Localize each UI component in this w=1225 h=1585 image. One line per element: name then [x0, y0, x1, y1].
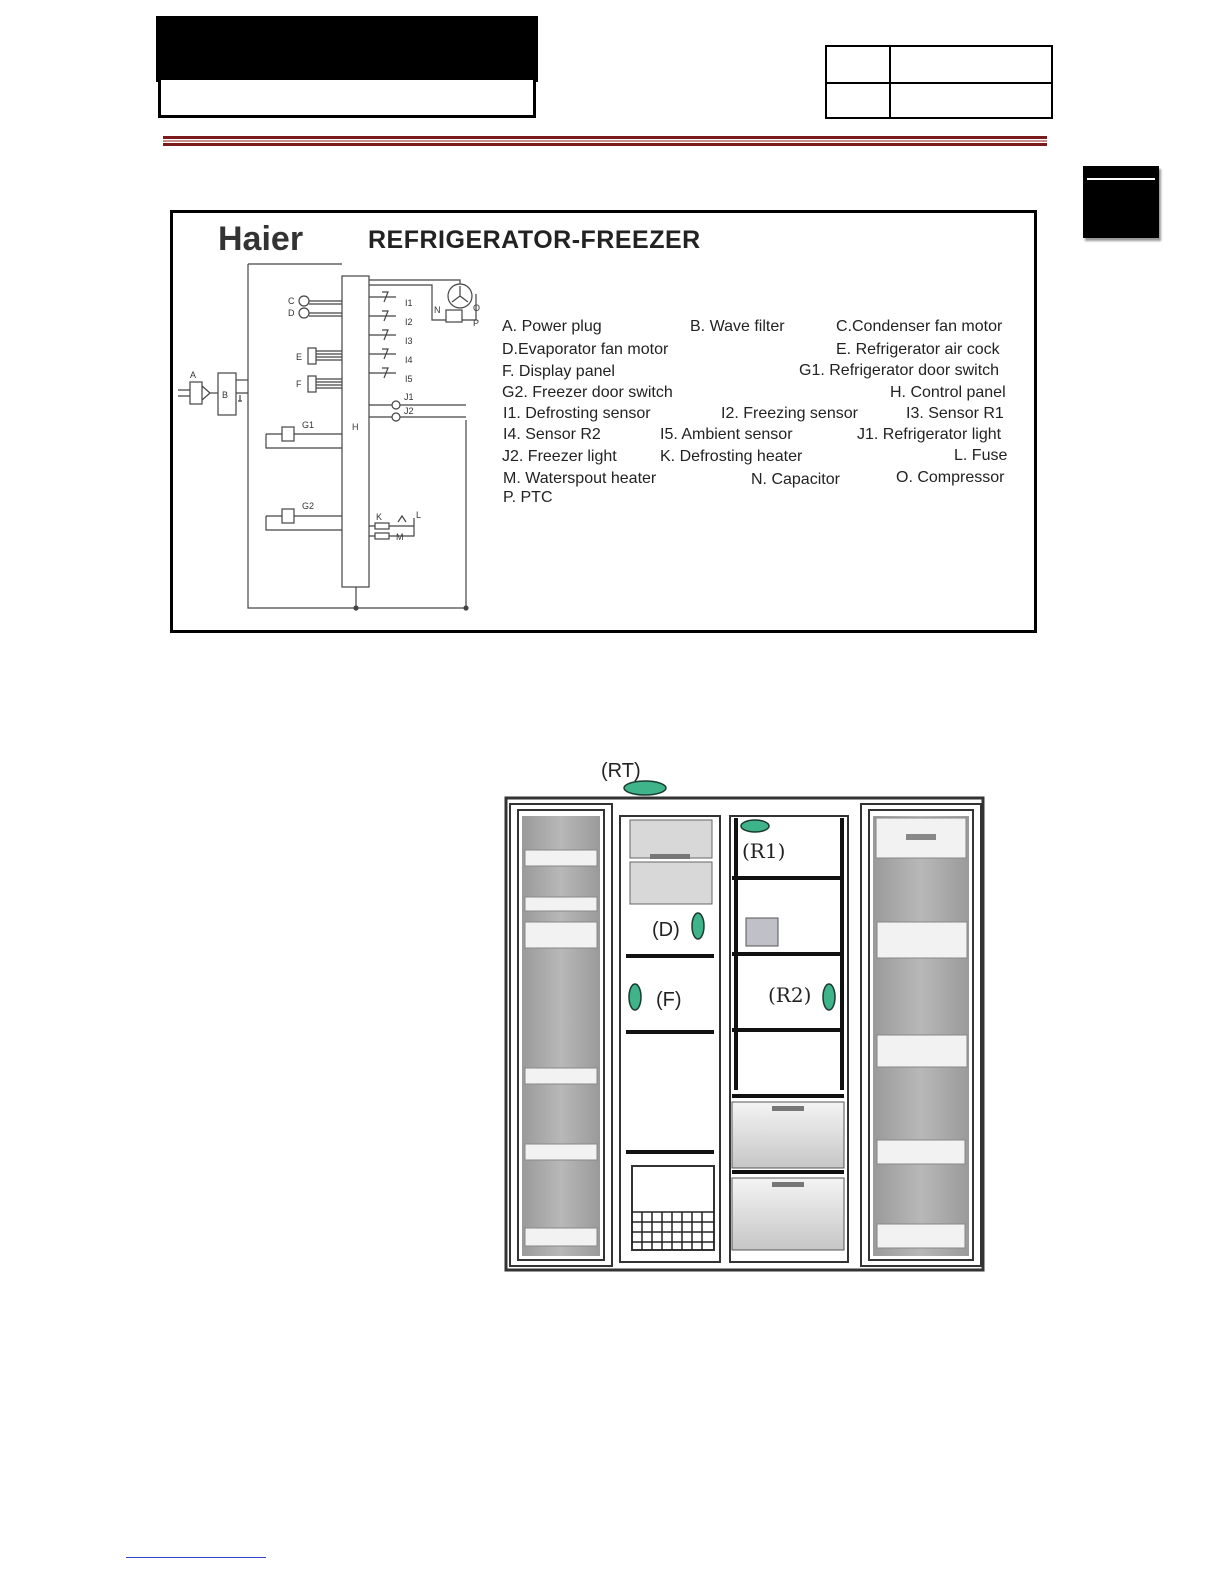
brand-logo: Haier — [218, 220, 304, 258]
legend-item: I3. Sensor R1 — [906, 405, 1004, 422]
legend-item: G2. Freezer door switch — [502, 384, 673, 401]
label-G2: G2 — [302, 501, 315, 511]
sensor-d — [692, 913, 704, 939]
header-info-table — [825, 45, 1053, 119]
label-I1: I1 — [405, 298, 413, 308]
label-B: B — [222, 390, 229, 400]
label-r1: (R1) — [742, 839, 786, 863]
label-N: N — [434, 305, 441, 315]
legend-item: A. Power plug — [502, 318, 602, 335]
label-M: M — [396, 532, 404, 542]
legend-item: J1. Refrigerator light — [857, 426, 1002, 443]
legend-item: C.Condenser fan motor — [836, 318, 1003, 335]
legend-item: N. Capacitor — [751, 471, 840, 488]
legend-item: K. Defrosting heater — [660, 448, 803, 465]
label-K: K — [376, 512, 383, 522]
legend-item: P. PTC — [503, 489, 553, 506]
label-A: A — [190, 370, 197, 380]
diagram-title: REFRIGERATOR-FREEZER — [368, 226, 701, 254]
legend-item: G1. Refrigerator door switch — [799, 362, 1000, 379]
legend-item: E. Refrigerator air cock — [836, 341, 1000, 358]
legend-item: I5. Ambient sensor — [660, 426, 793, 443]
label-C: C — [288, 296, 295, 306]
legend-item: I4. Sensor R2 — [503, 426, 601, 443]
label-G1: G1 — [302, 420, 315, 430]
label-P: P — [473, 318, 480, 328]
legend-item: B. Wave filter — [690, 318, 785, 335]
label-L: L — [416, 510, 422, 520]
sensor-f — [629, 984, 641, 1010]
label-F: F — [296, 379, 302, 389]
legend-item: F. Display panel — [502, 363, 615, 380]
label-E: E — [296, 352, 303, 362]
label-I2: I2 — [405, 317, 413, 327]
label-I5: I5 — [405, 374, 413, 384]
sensor-r1 — [741, 820, 769, 832]
legend-item: H. Control panel — [890, 384, 1006, 401]
legend-item: J2. Freezer light — [502, 448, 617, 465]
header-subtitle-box — [158, 80, 536, 118]
label-I3: I3 — [405, 336, 413, 346]
label-J1: J1 — [404, 392, 414, 402]
legend-item: D.Evaporator fan motor — [502, 341, 669, 358]
footer-rule — [126, 1557, 266, 1558]
label-rt: (RT) — [601, 760, 641, 782]
section-tab-marker — [1083, 166, 1159, 238]
legend-item: I1. Defrosting sensor — [503, 405, 651, 422]
label-D: D — [288, 308, 295, 318]
label-J2: J2 — [404, 406, 414, 416]
wiring-schematic — [170, 260, 490, 620]
sensor-r2 — [823, 984, 835, 1010]
legend-item: O. Compressor — [896, 469, 1005, 486]
legend-item: M. Waterspout heater — [503, 470, 657, 487]
label-O: O — [473, 303, 481, 313]
label-H: H — [352, 422, 359, 432]
legend-item: I2. Freezing sensor — [721, 405, 858, 422]
header-divider — [163, 136, 1047, 146]
label-d: (D) — [652, 919, 680, 941]
label-I4: I4 — [405, 355, 413, 365]
sensor-location-diagram — [480, 750, 1000, 1290]
label-r2: (R2) — [768, 983, 812, 1007]
legend-item: L. Fuse — [954, 447, 1008, 464]
label-f: (F) — [656, 989, 682, 1011]
sensor-rt — [624, 781, 666, 795]
header-title-block — [156, 16, 538, 82]
